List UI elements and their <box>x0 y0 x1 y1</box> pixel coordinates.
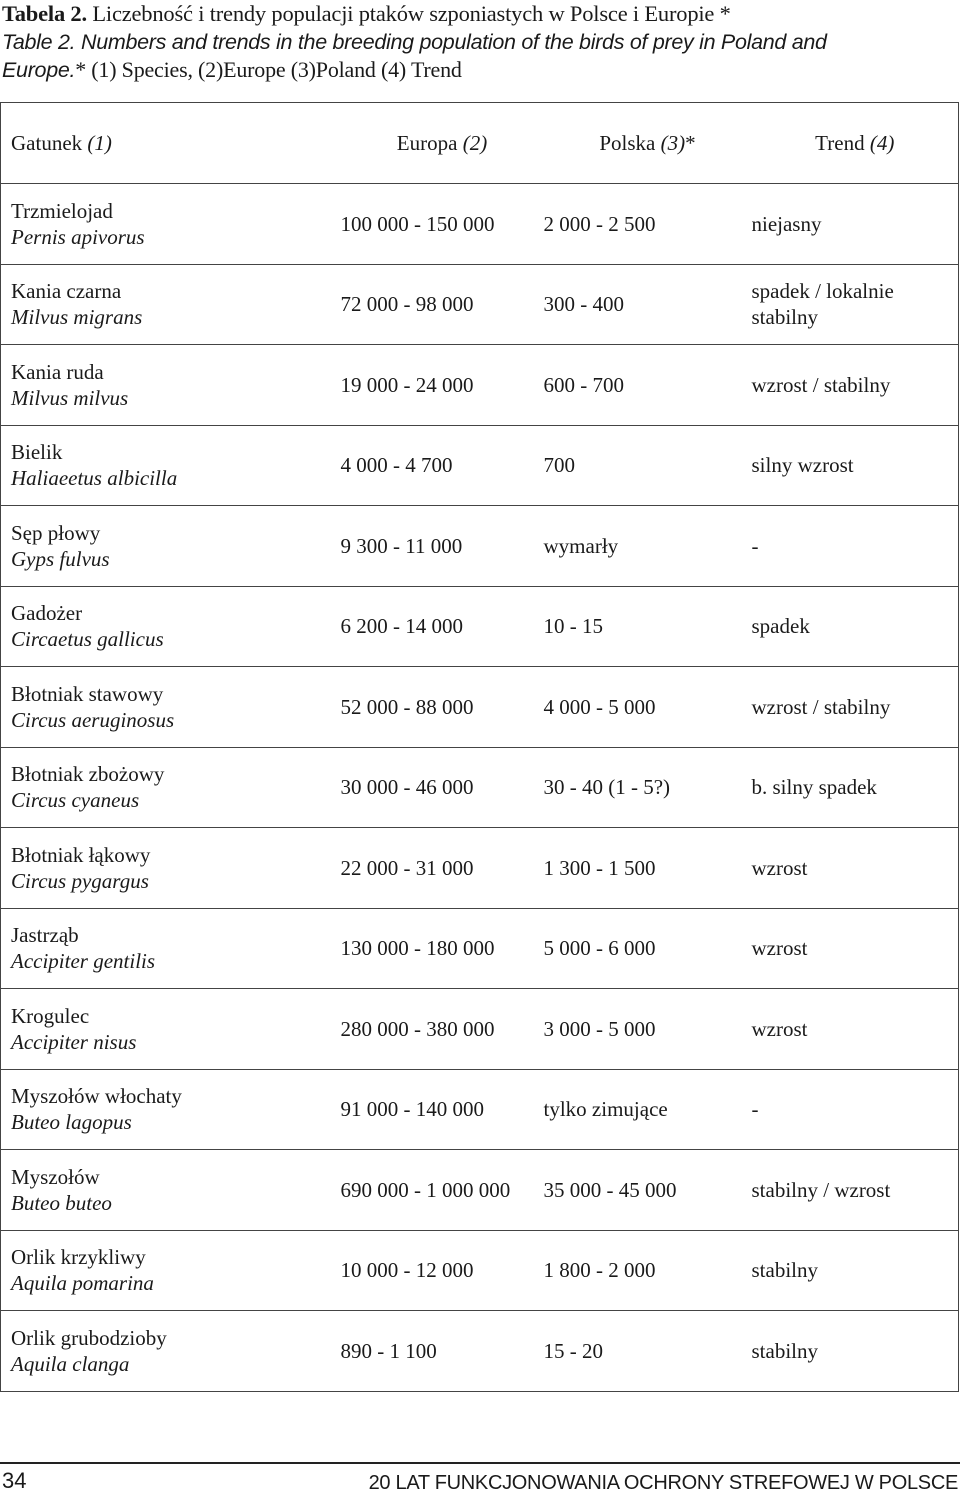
poland-cell <box>544 1150 752 1231</box>
species-latin-name: Aquila pomarina <box>11 1271 154 1296</box>
caption-title-en: Table 2. Numbers and trends in the breeding population of the birds of prey in Poland and <box>2 30 827 54</box>
trend-cell <box>752 264 959 345</box>
species-latin-name: Circaetus gallicus <box>11 627 164 652</box>
species-common-name: Orlik krzykliwy <box>11 1245 146 1270</box>
species-common-name: Gadożer <box>11 601 83 626</box>
header-trend-label: Trend <box>815 131 865 155</box>
europe-cell <box>341 425 544 506</box>
trend-value: wzrost / stabilny <box>751 372 891 397</box>
europe-cell <box>341 586 544 667</box>
species-common-name: Błotniak zbożowy <box>11 762 165 787</box>
trend-cell <box>752 506 959 587</box>
trend-value: spadek / lokalnie <box>751 279 894 304</box>
europe-value: 30 000 - 46 000 <box>340 775 474 800</box>
trend-cell <box>752 1069 959 1150</box>
poland-value: 700 <box>543 453 575 478</box>
header-species-num: (1) <box>87 131 112 155</box>
europe-value: 91 000 - 140 000 <box>340 1097 484 1122</box>
table-row <box>1 1069 959 1150</box>
europe-value: 10 000 - 12 000 <box>340 1258 474 1283</box>
poland-value: 1 800 - 2 000 <box>543 1258 656 1283</box>
europe-cell <box>341 747 544 828</box>
species-latin-name: Aquila clanga <box>11 1351 130 1376</box>
table-caption <box>2 0 958 84</box>
poland-cell <box>544 506 752 587</box>
europe-cell <box>341 1230 544 1311</box>
poland-value: 5 000 - 6 000 <box>543 936 656 961</box>
header-species <box>1 103 341 184</box>
species-cell <box>1 1230 341 1311</box>
species-cell <box>1 989 341 1070</box>
raptor-population-table <box>0 102 959 1392</box>
species-latin-name: Buteo lagopus <box>11 1110 132 1135</box>
trend-cell <box>752 345 959 426</box>
species-cell <box>1 586 341 667</box>
header-poland <box>544 103 752 184</box>
trend-value: stabilny <box>751 1258 818 1283</box>
europe-cell <box>341 989 544 1070</box>
trend-value-line2: stabilny <box>751 305 818 330</box>
poland-value: 1 300 - 1 500 <box>543 855 656 880</box>
poland-cell <box>544 184 752 265</box>
species-common-name: Myszołów <box>11 1164 100 1189</box>
poland-value: 30 - 40 (1 - 5?) <box>543 775 671 800</box>
trend-cell <box>752 586 959 667</box>
trend-value: - <box>751 1097 759 1122</box>
europe-cell <box>341 1069 544 1150</box>
running-title: 20 LAT FUNKCJONOWANIA OCHRONY STREFOWEJ W POLSCE <box>368 1472 958 1494</box>
table-row <box>1 1311 959 1392</box>
europe-value: 100 000 - 150 000 <box>340 211 495 236</box>
table-row <box>1 1150 959 1231</box>
header-species-label: Gatunek <box>11 131 83 155</box>
trend-value: stabilny / wzrost <box>751 1177 891 1202</box>
europe-cell <box>341 506 544 587</box>
species-cell <box>1 908 341 989</box>
europe-cell <box>341 1150 544 1231</box>
species-common-name: Błotniak łąkowy <box>11 842 151 867</box>
poland-value: 600 - 700 <box>543 372 624 397</box>
trend-cell <box>752 1311 959 1392</box>
europe-value: 130 000 - 180 000 <box>340 936 495 961</box>
species-latin-name: Gyps fulvus <box>11 546 110 571</box>
header-poland-num: (3) <box>660 131 686 155</box>
header-europe <box>341 103 544 184</box>
table-row <box>1 425 959 506</box>
trend-cell <box>752 1230 959 1311</box>
header-poland-asterisk: * <box>685 131 696 155</box>
europe-value: 52 000 - 88 000 <box>340 694 474 719</box>
table-header-row <box>1 103 959 184</box>
poland-cell <box>544 828 752 909</box>
table-row <box>1 345 959 426</box>
caption-line-pl <box>2 0 958 28</box>
species-cell <box>1 828 341 909</box>
species-latin-name: Circus cyaneus <box>11 788 140 813</box>
poland-cell <box>544 747 752 828</box>
species-common-name: Sęp płowy <box>11 520 101 545</box>
poland-cell <box>544 345 752 426</box>
species-common-name: Kania ruda <box>11 359 104 384</box>
species-cell <box>1 264 341 345</box>
europe-cell <box>341 828 544 909</box>
table-row <box>1 667 959 748</box>
trend-value: spadek <box>751 614 810 639</box>
species-cell <box>1 345 341 426</box>
poland-value: 15 - 20 <box>543 1338 603 1363</box>
species-cell <box>1 506 341 587</box>
trend-value: wzrost <box>751 855 808 880</box>
species-common-name: Jastrząb <box>11 923 79 948</box>
poland-cell <box>544 425 752 506</box>
trend-cell <box>752 989 959 1070</box>
poland-value: 300 - 400 <box>543 292 624 317</box>
footer-divider <box>0 1462 960 1464</box>
table-row <box>1 828 959 909</box>
europe-value: 690 000 - 1 000 000 <box>340 1177 511 1202</box>
header-europe-label: Europa <box>396 131 458 155</box>
europe-value: 890 - 1 100 <box>340 1338 437 1363</box>
species-latin-name: Haliaeetus albicilla <box>11 466 178 491</box>
species-latin-name: Circus pygargus <box>11 868 149 893</box>
europe-value: 4 000 - 4 700 <box>340 453 453 478</box>
species-cell <box>1 667 341 748</box>
species-latin-name: Milvus migrans <box>11 305 143 330</box>
header-poland-label: Polska <box>599 131 656 155</box>
caption-title-pl: Liczebność i trendy populacji ptaków szponiastych w Polsce i Europie * <box>92 1 731 26</box>
poland-value: 3 000 - 5 000 <box>543 1016 656 1041</box>
species-common-name: Trzmielojad <box>11 198 113 223</box>
europe-value: 280 000 - 380 000 <box>340 1016 495 1041</box>
species-cell <box>1 1069 341 1150</box>
europe-value: 22 000 - 31 000 <box>340 855 474 880</box>
europe-cell <box>341 264 544 345</box>
table-row <box>1 184 959 265</box>
header-trend <box>752 103 959 184</box>
table-row <box>1 1230 959 1311</box>
page-number: 34 <box>2 1468 27 1493</box>
europe-cell <box>341 184 544 265</box>
table-row <box>1 586 959 667</box>
caption-line-3 <box>2 56 958 84</box>
species-cell <box>1 184 341 265</box>
trend-value: - <box>751 533 759 558</box>
poland-cell <box>544 586 752 667</box>
poland-cell <box>544 1311 752 1392</box>
trend-cell <box>752 908 959 989</box>
table-row <box>1 747 959 828</box>
trend-cell <box>752 184 959 265</box>
poland-value: tylko zimujące <box>543 1097 668 1122</box>
poland-value: 10 - 15 <box>543 614 603 639</box>
species-latin-name: Accipiter gentilis <box>11 949 156 974</box>
trend-value: niejasny <box>751 211 822 236</box>
trend-value: stabilny <box>751 1338 818 1363</box>
trend-cell <box>752 1150 959 1231</box>
species-latin-name: Accipiter nisus <box>11 1029 137 1054</box>
trend-cell <box>752 747 959 828</box>
trend-cell <box>752 828 959 909</box>
table-row <box>1 908 959 989</box>
species-cell <box>1 425 341 506</box>
poland-cell <box>544 667 752 748</box>
species-cell <box>1 747 341 828</box>
species-common-name: Bielik <box>11 440 63 465</box>
trend-value: silny wzrost <box>751 453 854 478</box>
caption-tag: Tabela 2. <box>2 1 87 26</box>
species-cell <box>1 1311 341 1392</box>
europe-value: 6 200 - 14 000 <box>340 614 463 639</box>
europe-cell <box>341 667 544 748</box>
table-row <box>1 264 959 345</box>
species-common-name: Błotniak stawowy <box>11 681 164 706</box>
trend-value: wzrost / stabilny <box>751 694 891 719</box>
header-europe-num: (2) <box>462 131 488 155</box>
species-common-name: Krogulec <box>11 1003 90 1028</box>
poland-cell <box>544 264 752 345</box>
species-latin-name: Milvus milvus <box>11 385 129 410</box>
header-trend-num: (4) <box>869 131 895 155</box>
europe-value: 9 300 - 11 000 <box>340 533 463 558</box>
species-common-name: Myszołów włochaty <box>11 1084 182 1109</box>
species-latin-name: Buteo buteo <box>11 1190 112 1215</box>
caption-legend: * (1) Species, (2)Europe (3)Poland (4) Trend <box>75 57 462 82</box>
table-row <box>1 506 959 587</box>
trend-cell <box>752 425 959 506</box>
table-row <box>1 989 959 1070</box>
trend-value: b. silny spadek <box>751 775 877 800</box>
poland-cell <box>544 989 752 1070</box>
poland-value: 35 000 - 45 000 <box>543 1177 677 1202</box>
poland-value: wymarły <box>543 533 619 558</box>
species-latin-name: Pernis apivorus <box>11 224 145 249</box>
poland-cell <box>544 908 752 989</box>
trend-value: wzrost <box>751 1016 808 1041</box>
trend-cell <box>752 667 959 748</box>
species-cell <box>1 1150 341 1231</box>
europe-cell <box>341 1311 544 1392</box>
europe-cell <box>341 908 544 989</box>
europe-value: 72 000 - 98 000 <box>340 292 474 317</box>
poland-cell <box>544 1069 752 1150</box>
species-common-name: Orlik grubodzioby <box>11 1325 167 1350</box>
species-common-name: Kania czarna <box>11 279 122 304</box>
europe-cell <box>341 345 544 426</box>
poland-value: 4 000 - 5 000 <box>543 694 656 719</box>
species-latin-name: Circus aeruginosus <box>11 707 175 732</box>
europe-value: 19 000 - 24 000 <box>340 372 474 397</box>
trend-value: wzrost <box>751 936 808 961</box>
poland-value: 2 000 - 2 500 <box>543 211 656 236</box>
caption-title-en-end: Europe. <box>2 58 76 82</box>
poland-cell <box>544 1230 752 1311</box>
